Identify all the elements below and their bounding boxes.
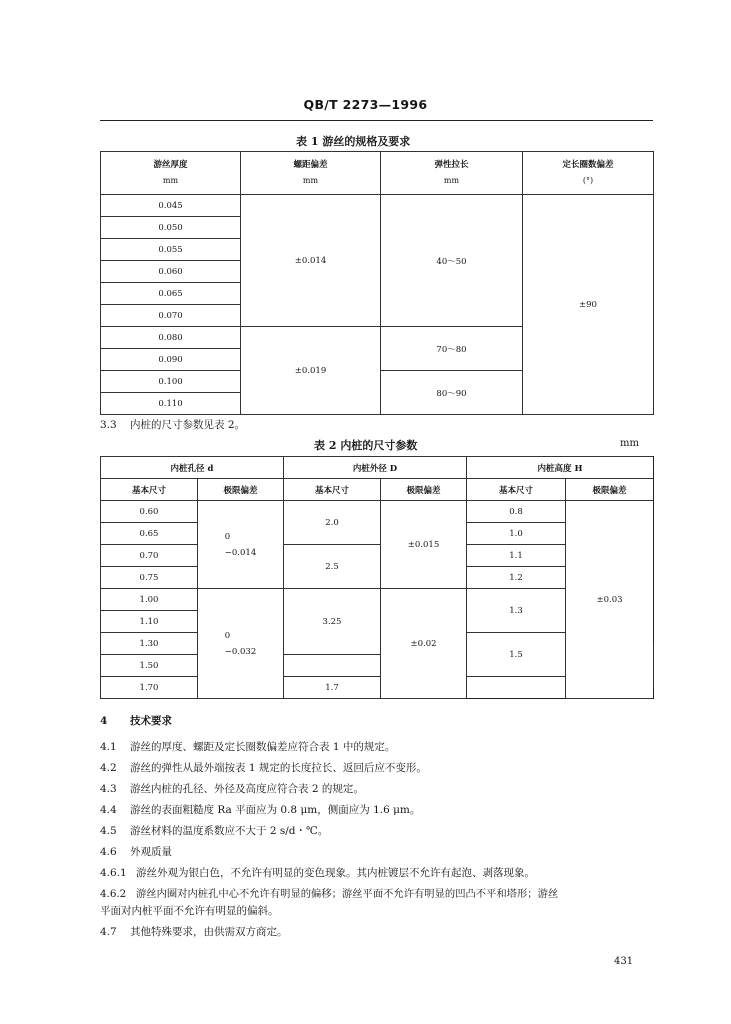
- t1-thickness-cell: 0.065: [101, 283, 241, 305]
- t2-height-dev: ±0.03: [566, 501, 654, 699]
- t1-thickness-cell: 0.110: [101, 393, 241, 415]
- t1-thickness-cell: 0.045: [101, 195, 241, 217]
- clause-4-7: 4.7 其他特殊要求，由供需双方商定。: [100, 926, 288, 938]
- t2-outer-dev: ±0.02: [381, 589, 467, 699]
- clause-4-6-2: 4.6.2 游丝内圈对内桩孔中心不允许有明显的偏移；游丝平面不允许有明显的凹凸不平和塔形；游丝: [100, 888, 559, 900]
- t2-hole-basic: 0.75: [101, 567, 198, 589]
- t2-hole-dev: 0 −0.014: [198, 501, 284, 589]
- t2-subheader: 基本尺寸: [284, 479, 381, 501]
- t1-thickness-cell: 0.080: [101, 327, 241, 349]
- clause-4-3: 4.3 游丝内桩的孔径、外径及高度应符合表 2 的规定。: [100, 783, 364, 795]
- t1-thickness-cell: 0.090: [101, 349, 241, 371]
- t2-hole-basic: 1.50: [101, 655, 198, 677]
- table1-spring-specs: [100, 151, 654, 415]
- t1-header-elastic: 弹性拉长 mm: [381, 152, 523, 195]
- t2-hole-basic: 1.10: [101, 611, 198, 633]
- t2-subheader: 基本尺寸: [101, 479, 198, 501]
- clause-4-2: 4.2 游丝的弹性从最外端按表 1 规定的长度拉长、返回后应不变形。: [100, 762, 427, 774]
- t2-subheader: 极限偏差: [198, 479, 284, 501]
- t2-height-basic: 1.1: [467, 545, 566, 567]
- t1-pitch-dev-cell: ±0.014: [241, 195, 381, 327]
- t2-group-height: 内桩高度 H: [467, 457, 654, 479]
- t2-group-hole: 内桩孔径 d: [101, 457, 284, 479]
- t2-height-basic: 1.0: [467, 523, 566, 545]
- t2-hole-basic: 1.70: [101, 677, 198, 699]
- t2-subheader: 极限偏差: [566, 479, 654, 501]
- section-4-heading: 4 技术要求: [100, 715, 172, 727]
- standard-number: QB/T 2273—1996: [303, 97, 428, 112]
- t1-pitch-dev-cell: ±0.019: [241, 327, 381, 415]
- t2-outer-basic: 2.0: [284, 501, 381, 545]
- table2-unit: mm: [620, 438, 639, 449]
- t2-group-outer: 内桩外径 D: [284, 457, 467, 479]
- t2-hole-basic: 0.60: [101, 501, 198, 523]
- t1-header-thickness: 游丝厚度 mm: [101, 152, 241, 195]
- t2-outer-basic: 3.25: [284, 589, 381, 655]
- clause-4-6-2-continued: 平面对内桩平面不允许有明显的偏斜。: [100, 905, 279, 917]
- t2-subheader: 极限偏差: [381, 479, 467, 501]
- t2-outer-basic: 2.5: [284, 545, 381, 589]
- t1-header-pitch: 螺距偏差 mm: [241, 152, 381, 195]
- t2-hole-basic: 0.65: [101, 523, 198, 545]
- clause-4-5: 4.5 游丝材料的温度系数应不大于 2 s/d・℃。: [100, 825, 329, 837]
- header-rule: [100, 120, 653, 121]
- t1-elastic-cell: 40～50: [381, 195, 523, 327]
- t2-height-basic: 1.3: [467, 589, 566, 633]
- t1-thickness-cell: 0.070: [101, 305, 241, 327]
- t1-header-turns: 定长圈数偏差 (°): [523, 152, 654, 195]
- t1-thickness-cell: 0.100: [101, 371, 241, 393]
- t2-height-basic: 1.2: [467, 567, 566, 589]
- clause-4-6: 4.6 外观质量: [100, 846, 172, 858]
- t1-thickness-cell: 0.060: [101, 261, 241, 283]
- t2-hole-basic: 0.70: [101, 545, 198, 567]
- t2-hole-basic: 1.00: [101, 589, 198, 611]
- t1-thickness-cell: 0.055: [101, 239, 241, 261]
- t2-subheader: 基本尺寸: [467, 479, 566, 501]
- t1-elastic-cell: 80～90: [381, 371, 523, 415]
- t2-height-basic: 1.7: [284, 677, 381, 699]
- table2-caption: 表 2 内桩的尺寸参数: [314, 439, 418, 452]
- t1-elastic-cell: 70～80: [381, 327, 523, 371]
- page-number: 431: [614, 956, 634, 967]
- t2-height-basic: 0.8: [467, 501, 566, 523]
- clause-4-6-1: 4.6.1 游丝外观为银白色，不允许有明显的变色现象。其内桩镀层不允许有起泡、剥落现象。: [100, 867, 535, 879]
- table2-stud-dimensions: [100, 456, 654, 699]
- t2-outer-dev: ±0.015: [381, 501, 467, 589]
- clause-4-1: 4.1 游丝的厚度、螺距及定长圈数偏差应符合表 1 中的规定。: [100, 741, 396, 753]
- t2-hole-basic: 1.30: [101, 633, 198, 655]
- t1-turns-dev-cell: ±90: [523, 195, 654, 415]
- table1-caption: 表 1 游丝的规格及要求: [296, 135, 411, 148]
- t2-hole-dev: 0 −0.032: [198, 589, 284, 699]
- clause-3-3: 3.3 内桩的尺寸参数见表 2。: [100, 419, 246, 431]
- clause-4-4: 4.4 游丝的表面粗糙度 Ra 平面应为 0.8 μm，侧面应为 1.6 μm。: [100, 804, 421, 816]
- t1-thickness-cell: 0.050: [101, 217, 241, 239]
- t2-height-basic: 1.5: [467, 633, 566, 677]
